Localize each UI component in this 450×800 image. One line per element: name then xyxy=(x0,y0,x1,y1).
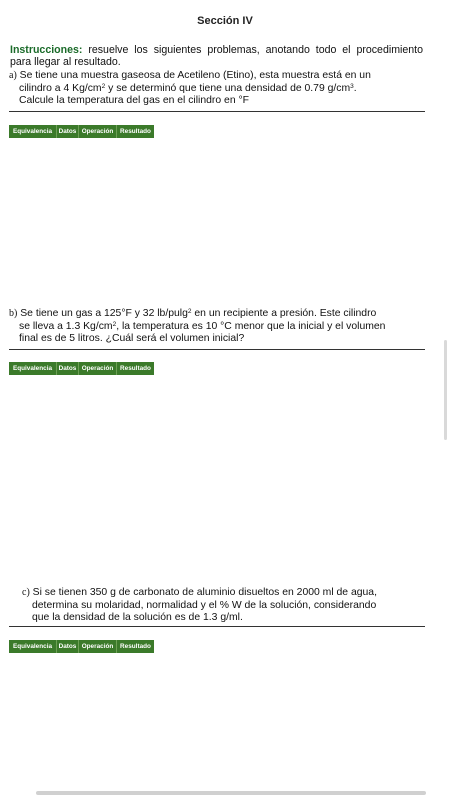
answer-table-c xyxy=(9,640,154,653)
question-b-rule xyxy=(9,349,425,350)
header-operacion: Operación xyxy=(79,362,117,375)
header-resultado: Resultado xyxy=(117,125,154,138)
vertical-scrollbar[interactable] xyxy=(444,340,447,440)
answer-table-b xyxy=(9,362,154,375)
question-c-line1: Si se tienen 350 g de carbonato de aluminio disueltos en 2000 ml de agua, xyxy=(32,587,377,598)
header-datos: Datos xyxy=(57,362,79,375)
instructions xyxy=(10,44,423,68)
horizontal-scrollbar[interactable] xyxy=(36,791,426,795)
question-c-label: c) xyxy=(22,587,30,598)
header-operacion: Operación xyxy=(79,640,117,653)
header-equivalencia: Equivalencia xyxy=(9,125,57,138)
question-c-line3: que la densidad de la solución es de 1.3 g/ml. xyxy=(32,612,243,623)
question-a-line3: Calcule la temperatura del gas en el cilindro en °F xyxy=(19,95,249,106)
question-c xyxy=(22,587,425,625)
question-a-line1: Se tiene una muestra gaseosa de Acetileno (Etino), esta muestra está en un xyxy=(19,70,371,81)
question-a-rule xyxy=(9,111,425,112)
question-b-line1: Se tiene un gas a 125°F y 32 lb/pulg$^2$ en un recipiente a presión. Este cilindro xyxy=(20,308,377,319)
instructions-keyword: Instrucciones: xyxy=(10,44,83,56)
header-operacion: Operación xyxy=(79,125,117,138)
question-b-label: b) xyxy=(9,308,18,319)
question-a-line2: cilindro a 4 $Kg/cm^2$ y se determinó que tiene una densidad de 0.79 $g/cm^3$. xyxy=(19,82,357,94)
question-a-label: a) xyxy=(9,70,17,81)
question-a xyxy=(9,70,425,108)
instructions-text: resuelve los siguientes problemas, anotando todo el procedimiento para llegar al resultado. xyxy=(10,44,423,68)
question-b-line3: final es de 5 litros. ¿Cuál será el volumen inicial? xyxy=(19,333,245,344)
section-title: Sección IV xyxy=(197,15,253,27)
question-c-rule xyxy=(9,626,425,627)
header-equivalencia: Equivalencia xyxy=(9,362,57,375)
header-resultado: Resultado xyxy=(117,640,154,653)
question-c-line2: determina su molaridad, normalidad y el % W de la solución, considerando xyxy=(32,599,377,611)
header-datos: Datos xyxy=(57,640,79,653)
header-datos: Datos xyxy=(57,125,79,138)
question-b-line2: se lleva a 1.3 $Kg/cm^2$, la temperatura es 10 °C menor que la inicial y el volumen xyxy=(19,320,386,332)
question-b xyxy=(9,308,425,346)
header-resultado: Resultado xyxy=(117,362,154,375)
answer-table-a xyxy=(9,125,154,138)
header-equivalencia: Equivalencia xyxy=(9,640,57,653)
